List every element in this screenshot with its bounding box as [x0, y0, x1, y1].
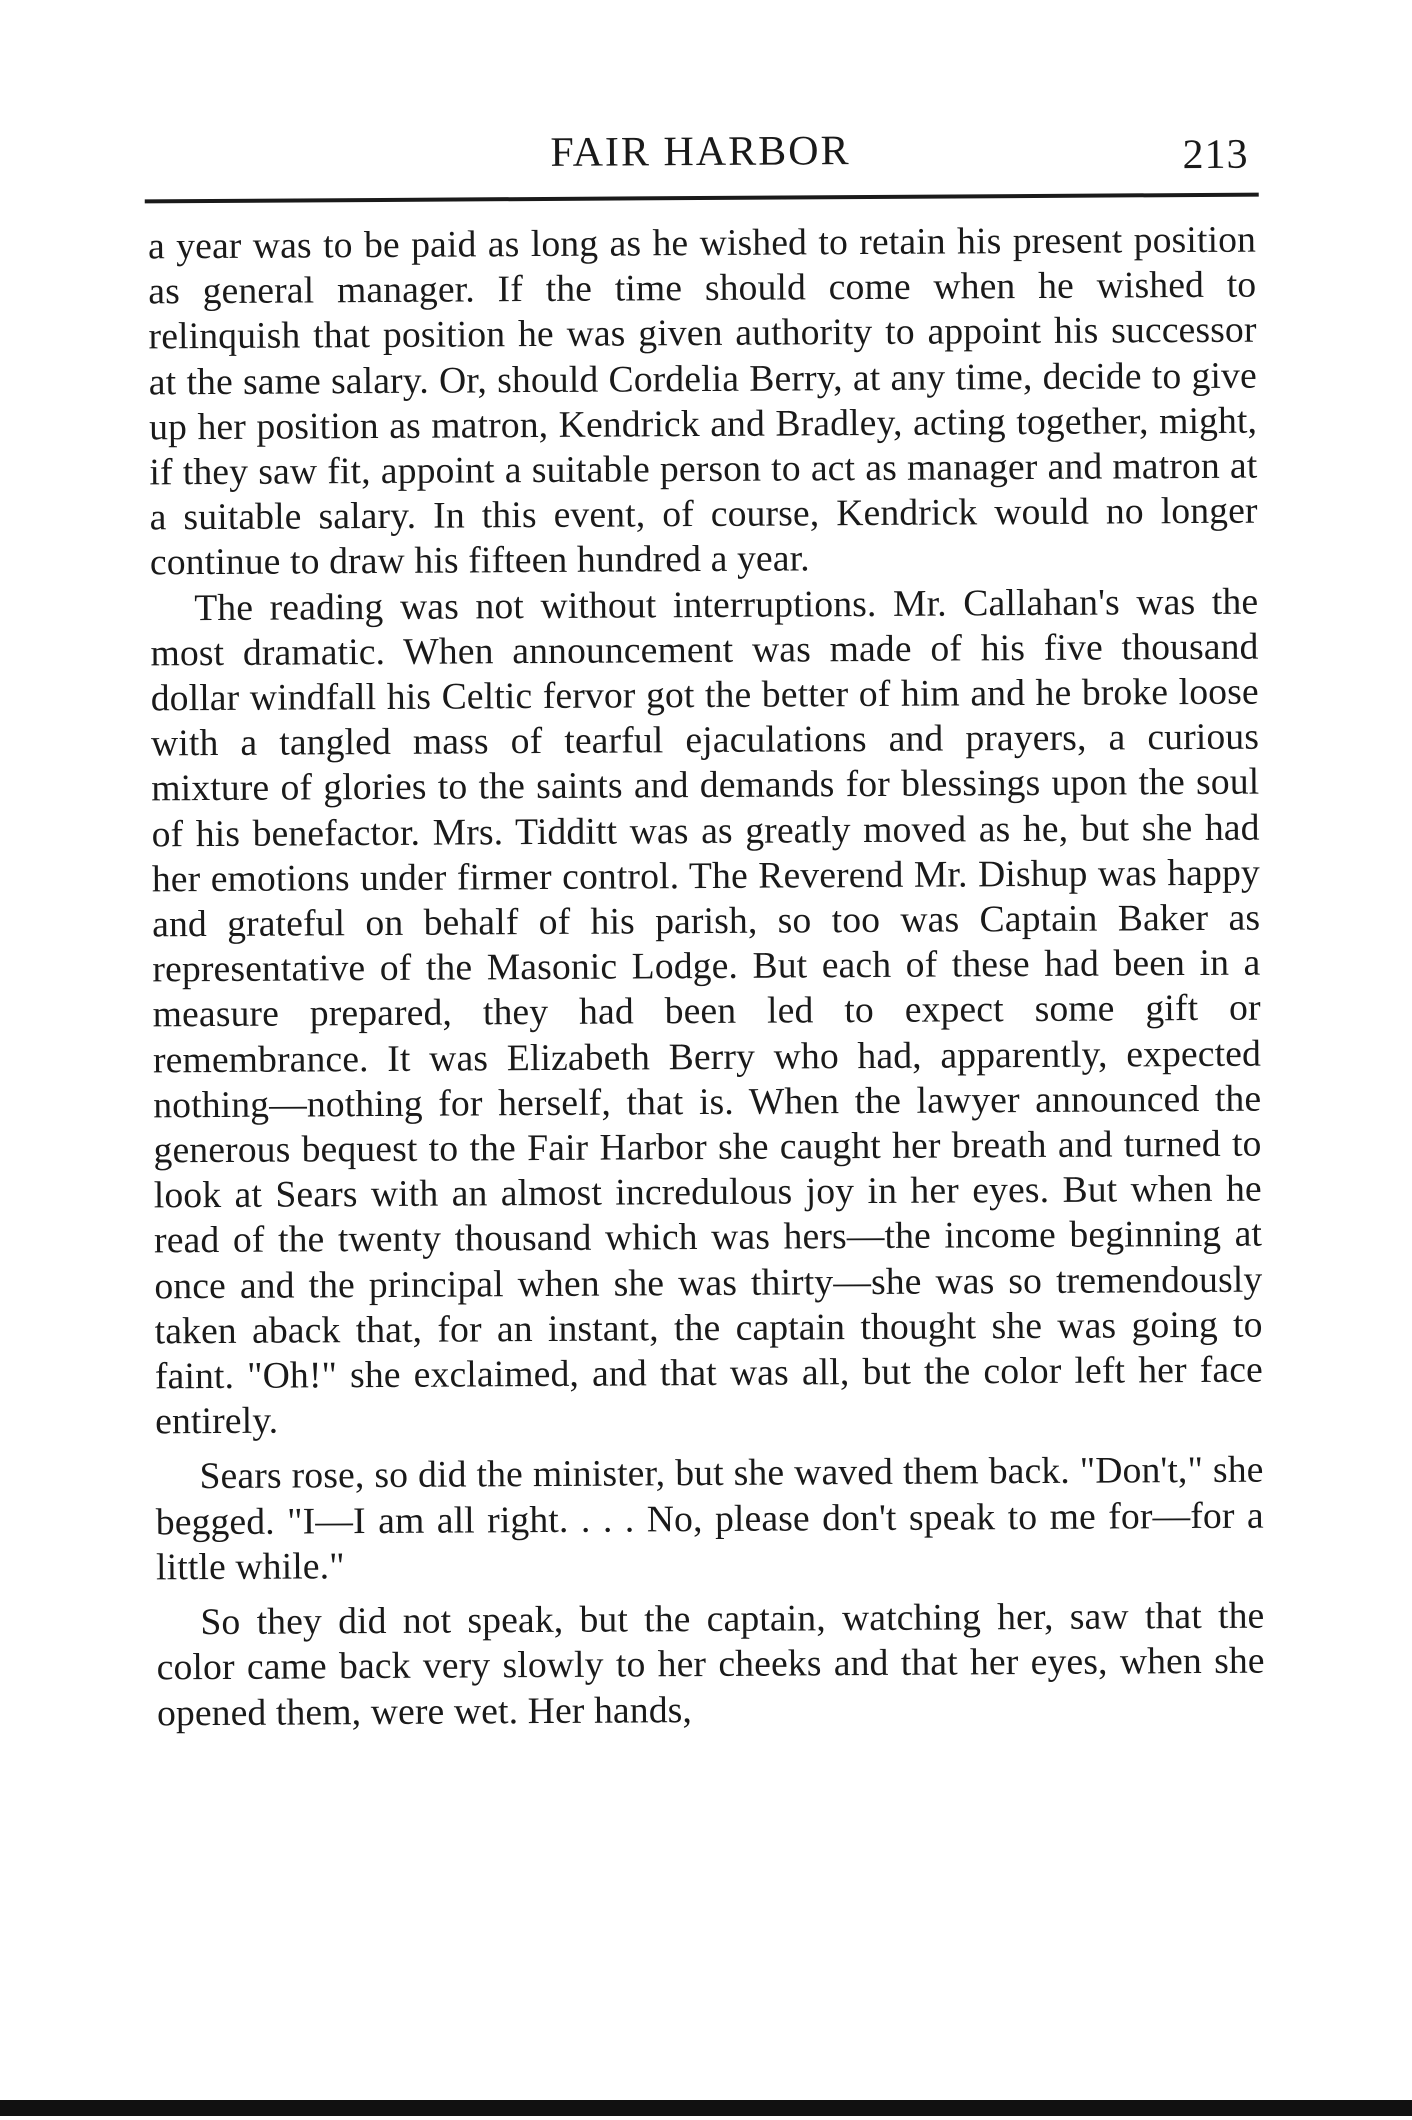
scan-bottom-edge: [0, 2100, 1412, 2116]
page-number: 213: [1182, 131, 1249, 179]
body-text: [148, 218, 1265, 1736]
paragraph-3: Sears rose, so did the minister, but she waved them back. "Don't," she begged. "I—I am all right. . . . No, please don't speak to me for—for a little while.": [155, 1450, 1264, 1589]
header-rule: [145, 193, 1259, 204]
running-title: FAIR HARBOR: [550, 128, 851, 176]
paragraph-4: So they did not speak, but the captain, watching her, saw that the color came back very slowly to her cheeks and that her eyes, when she opened them, were wet. Her hands,: [156, 1595, 1265, 1734]
paragraph-2: The reading was not without interruptions. Mr. Callahan's was the most dramatic. When announcement was made of his five thousand dollar windfall his Celtic fervor got the better of him and he broke loose with a tangled mass of tearful ejaculations and prayers, a curious mixture of glories to the saints and demands for blessings upon the soul of his benefactor. Mrs. Tidditt was as greatly moved as he, but she had her emotions under firmer control. The Reverend Mr. Dishup was happy and grateful on behalf of his parish, so too was Captain Baker as representative of the Masonic Lodge. But each of these had been in a measure prepared, they had been led to expect some gift or remembrance. It was Elizabeth Berry who had, apparently, expected nothing—nothing for herself, that is. When the lawyer announced the generous bequest to the Fair Harbor she caught her breath and turned to look at Sears with an almost incredulous joy in her eyes. But when he read of the twenty thousand which was hers—the income beginning at once and the principal when she was thirty—she was so tremendously taken aback that, for an instant, the captain thought she was going to faint. "Oh!" she exclaimed, and that was all, but the color left her face entirely.: [150, 581, 1264, 1443]
running-head: [144, 121, 1256, 188]
paragraph-1: a year was to be paid as long as he wished to retain his present position as general manager. If the time should come when he wished to relinquish that position he was given authority to appoint his successor at the same salary. Or, should Cordelia Berry, at any time, decide to give up her position as matron, Kendrick and Bradley, acting together, might, if they saw fit, appoint a suitable person to act as manager and matron at a suitable salary. In this event, of course, Kendrick would no longer continue to draw his fifteen hundred a year.: [147, 219, 1258, 584]
